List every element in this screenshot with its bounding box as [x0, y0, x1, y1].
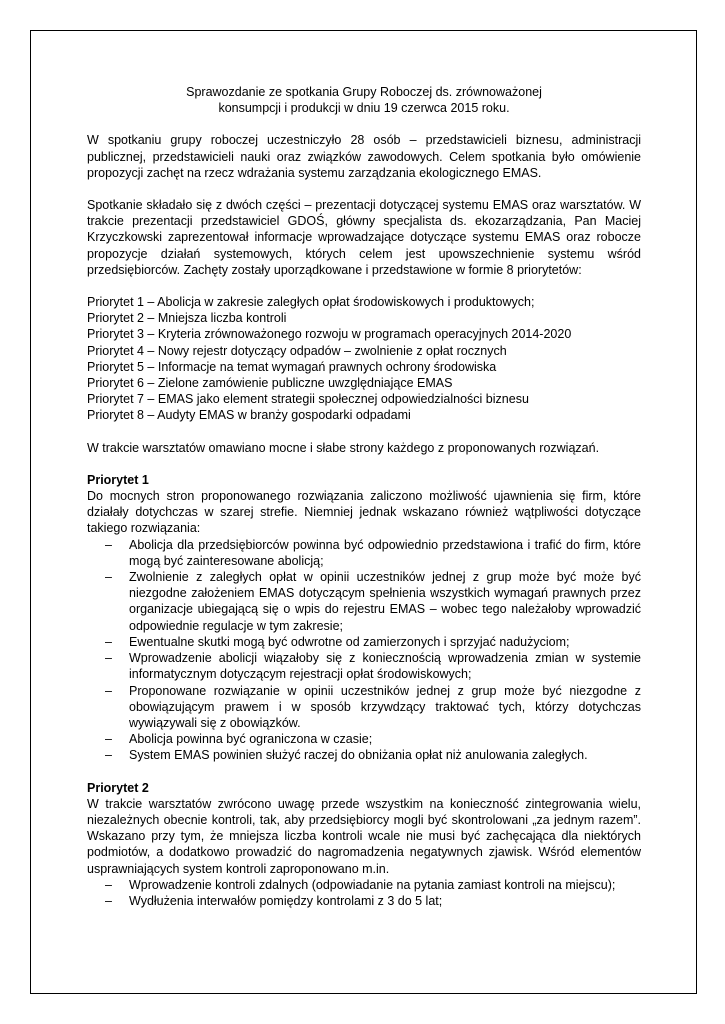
bullet-item: – Wprowadzenie kontroli zdalnych (odpowiadanie na pytania zamiast kontroli na miejscu);	[87, 877, 641, 893]
priority-item: Priorytet 3 – Kryteria zrównoważonego rozwoju w programach operacyjnych 2014-2020	[87, 327, 572, 342]
document-body	[87, 84, 641, 909]
priority-item: Priorytet 5 – Informacje na temat wymagań prawnych ochrony środowiska	[87, 359, 497, 374]
structure-paragraph: Spotkanie składało się z dwóch części – prezentacji dotyczącej systemu EMAS oraz warsztatów. W trakcie prezentacji przedstawiciel GDOŚ, główny specjalista ds. ekozarządzania, Pan Maciej Krzyczkowski zaprezentował informacje wprowadzające dotyczące systemu EMAS oraz robocze propozycje działań systemowych, których celem jest upowszechnienie systemu wśród przedsiębiorców. Zachęty zostały uporządkowane i przedstawione w formie 8 priorytetów:	[87, 198, 641, 277]
priority-item: Priorytet 7 – EMAS jako element strategii społecznej odpowiedzialności biznesu	[87, 392, 529, 407]
section-2-heading: Priorytet 2	[87, 780, 149, 795]
bullet-item: – Zwolnienie z zaległych opłat w opinii uczestników jednej z grup może być może być niezgodne założeniem EMAS dotyczącym spełnienia wszystkich wymagań prawnych przez organizacje ubiegającą się o wpis do rejestru EMAS – wobec tego należałoby wprowadzić odpowiednie regulacje w tym zakresie;	[87, 569, 641, 634]
priority-item: Priorytet 4 – Nowy rejestr dotyczący odpadów – zwolnienie z opłat rocznych	[87, 343, 507, 358]
priority-item: Priorytet 6 – Zielone zamówienie publiczne uwzględniające EMAS	[87, 376, 453, 391]
section-1-text: Do mocnych stron proponowanego rozwiązania zaliczono możliwość ujawnienia się firm, które działały dotychczas w szarej strefie. Niemniej jednak wskazano również wątpliwości dotyczące takiego rozwiązania:	[87, 489, 641, 536]
priority-item: Priorytet 1 – Abolicja w zakresie zaległych opłat środowiskowych i produktowych;	[87, 295, 535, 310]
intro-paragraph: W spotkaniu grupy roboczej uczestniczyło 28 osób – przedstawicieli biznesu, administracji publicznej, przedstawicieli nauki oraz związków zawodowych. Celem spotkania było omówienie propozycji zachęt na rzecz wdrażania systemu zarządzania ekologicznego EMAS.	[87, 133, 641, 180]
section-1-heading: Priorytet 1	[87, 472, 149, 487]
bullet-item: – Abolicja powinna być ograniczona w czasie;	[87, 731, 641, 747]
bullet-item: – Wydłużenia interwałów pomiędzy kontrolami z 3 do 5 lat;	[87, 893, 641, 909]
bullet-item: – System EMAS powinien służyć raczej do obniżania opłat niż anulowania zaległych.	[87, 747, 641, 763]
priority-item: Priorytet 2 – Mniejsza liczba kontroli	[87, 311, 287, 326]
workshop-paragraph: W trakcie warsztatów omawiano mocne i słabe strony każdego z proponowanych rozwiązań.	[87, 440, 600, 455]
document-title	[87, 84, 641, 116]
section-2-text: W trakcie warsztatów zwrócono uwagę przede wszystkim na konieczność zintegrowania wielu, niezależnych obecnie kontroli, tak, aby przedsiębiorcy mogli być skontrolowani „za jednym razem”. Wskazano przy tym, że mniejsza liczba kontroli wcale nie musi być zachęcająca dla niektórych podmiotów, a dodatkowo prowadzić do nagromadzenia negatywnych zjawisk. Wśród elementów usprawniających system kontroli zaproponowano m.in.	[87, 796, 641, 876]
section-2-bullet-list	[87, 877, 641, 909]
priority-list	[87, 294, 641, 424]
bullet-item: – Wprowadzenie abolicji wiązałoby się z koniecznością wprowadzenia zmian w systemie informatycznym dotyczącym rejestracji opłat środowiskowych;	[87, 650, 641, 682]
section-1-bullet-list	[87, 537, 641, 764]
title-line-2: konsumpcji i produkcji w dniu 19 czerwca 2015 roku.	[218, 101, 510, 116]
priority-item: Priorytet 8 – Audyty EMAS w branży gospodarki odpadami	[87, 408, 411, 423]
bullet-item: – Abolicja dla przedsiębiorców powinna być odpowiednio przedstawiona i trafić do firm, które mogą być zainteresowane abolicją;	[87, 537, 641, 569]
title-line-1: Sprawozdanie ze spotkania Grupy Roboczej ds. zrównoważonej	[186, 85, 542, 99]
bullet-item: – Ewentualne skutki mogą być odwrotne od zamierzonych i sprzyjać nadużyciom;	[87, 634, 641, 650]
bullet-item: – Proponowane rozwiązanie w opinii uczestników jednej z grup może być niezgodne z obowiązującym prawem i w sposób krzywdzący traktować tych, którzy dotychczas wywiązywali się z obowiązków.	[87, 683, 641, 732]
